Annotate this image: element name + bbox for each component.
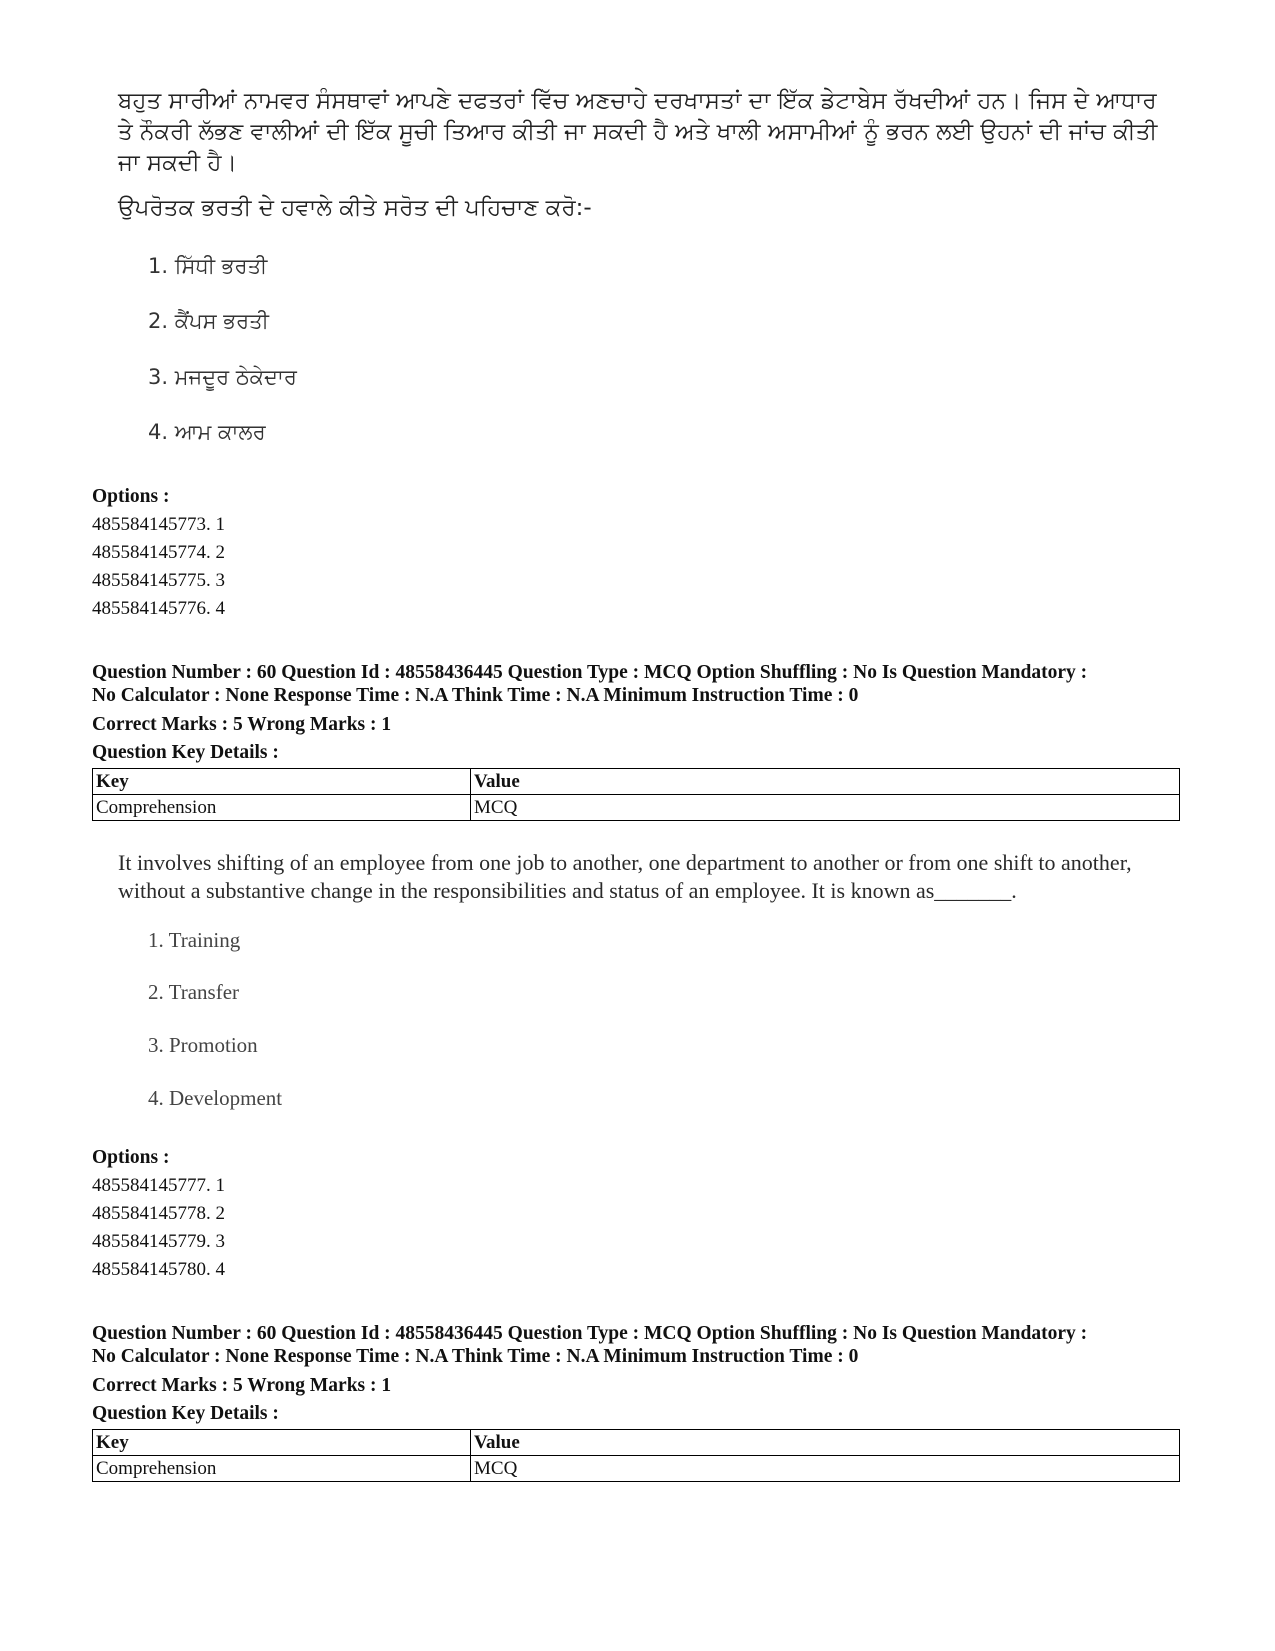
option-id: 485584145775. 3	[92, 570, 225, 591]
table-cell-value: MCQ	[471, 1456, 1180, 1482]
options-heading: Options :	[92, 1147, 170, 1168]
question-image-english	[118, 849, 1158, 1110]
table-cell-key: Comprehension	[93, 795, 471, 821]
choice-3: 3. ਮਜਦੂਰ ਠੇਕੇਦਾਰ	[148, 365, 297, 389]
choice-4: 4. ਆਮ ਕਾਲਰ	[148, 420, 266, 444]
question-image-punjabi	[118, 86, 1158, 444]
table-row	[93, 795, 1180, 821]
question-prompt: ਉਪਰੋਤਕ ਭਰਤੀ ਦੇ ਹਵਾਲੇ ਕੀਤੇ ਸਰੋਤ ਦੀ ਪਹਿਚਾਣ ਕਰੋ:-	[118, 195, 592, 221]
key-details-table	[92, 1429, 1180, 1482]
option-id: 485584145780. 4	[92, 1259, 225, 1280]
choice-3: 3. Promotion	[148, 1033, 258, 1057]
table-cell-value: MCQ	[471, 795, 1180, 821]
choice-1: 1. ਸਿੱਧੀ ਭਰਤੀ	[148, 254, 268, 278]
choice-2: 2. ਕੈਂਪਸ ਭਰਤੀ	[148, 309, 269, 333]
options-heading: Options :	[92, 486, 170, 507]
question-meta-line: Question Number : 60 Question Id : 48558436445 Question Type : MCQ Option Shuffling : No Is Question Mandatory :	[92, 662, 1088, 683]
question-passage: ਬਹੁਤ ਸਾਰੀਆਂ ਨਾਮਵਰ ਸੰਸਥਾਵਾਂ ਆਪਣੇ ਦਫਤਰਾਂ ਵਿੱਚ ਅਣਚਾਹੇ ਦਰਖਾਸਤਾਂ ਦਾ ਇੱਕ ਡੇਟਾਬੇਸ ਰੱਖਦੀਆਂ ਹਨ। ਜਿਸ ਦੇ ਆਧਾਰ ਤੇ ਨੌਕਰੀ ਲੱਭਣ ਵਾਲੀਆਂ ਦੀ ਇੱਕ ਸੂਚੀ ਤਿਆਰ ਕੀਤੀ ਜਾ ਸਕਦੀ ਹੈ ਅਤੇ ਖਾਲੀ ਅਸਾਮੀਆਂ ਨੂੰ ਭਰਨ ਲਈ ਉਹਨਾਂ ਦੀ ਜਾਂਚ ਕੀਤੀ ਜਾ ਸਕਦੀ ਹੈ।	[118, 88, 1158, 176]
choice-1: 1. Training	[148, 928, 241, 952]
question-meta-line: Question Number : 60 Question Id : 48558436445 Question Type : MCQ Option Shuffling : No Is Question Mandatory :	[92, 1323, 1088, 1344]
option-id: 485584145774. 2	[92, 542, 225, 563]
table-header-value: Value	[471, 769, 1180, 795]
choice-4: 4. Development	[148, 1086, 283, 1110]
option-id: 485584145778. 2	[92, 1203, 225, 1224]
option-id: 485584145779. 3	[92, 1231, 225, 1252]
marks-line: Correct Marks : 5 Wrong Marks : 1	[92, 1375, 392, 1396]
table-header-row	[93, 1430, 1180, 1456]
key-details-heading: Question Key Details :	[92, 1403, 279, 1424]
option-id: 485584145776. 4	[92, 598, 225, 619]
choice-2: 2. Transfer	[148, 980, 240, 1004]
key-details-table	[92, 768, 1180, 821]
table-header-row	[93, 769, 1180, 795]
table-header-key: Key	[93, 769, 471, 795]
option-id: 485584145777. 1	[92, 1175, 225, 1196]
option-id: 485584145773. 1	[92, 514, 225, 535]
key-details-heading: Question Key Details :	[92, 742, 279, 763]
table-header-value: Value	[471, 1430, 1180, 1456]
table-cell-key: Comprehension	[93, 1456, 471, 1482]
question-passage: It involves shifting of an employee from one job to another, one department to another or from one shift to another, without a substantive change in the responsibilities and status of an employee. It is known as_______.	[118, 850, 1132, 903]
table-row	[93, 1456, 1180, 1482]
question-meta-line: No Calculator : None Response Time : N.A Think Time : N.A Minimum Instruction Time : 0	[92, 1346, 859, 1367]
question-meta-line: No Calculator : None Response Time : N.A Think Time : N.A Minimum Instruction Time : 0	[92, 685, 859, 706]
marks-line: Correct Marks : 5 Wrong Marks : 1	[92, 714, 392, 735]
table-header-key: Key	[93, 1430, 471, 1456]
